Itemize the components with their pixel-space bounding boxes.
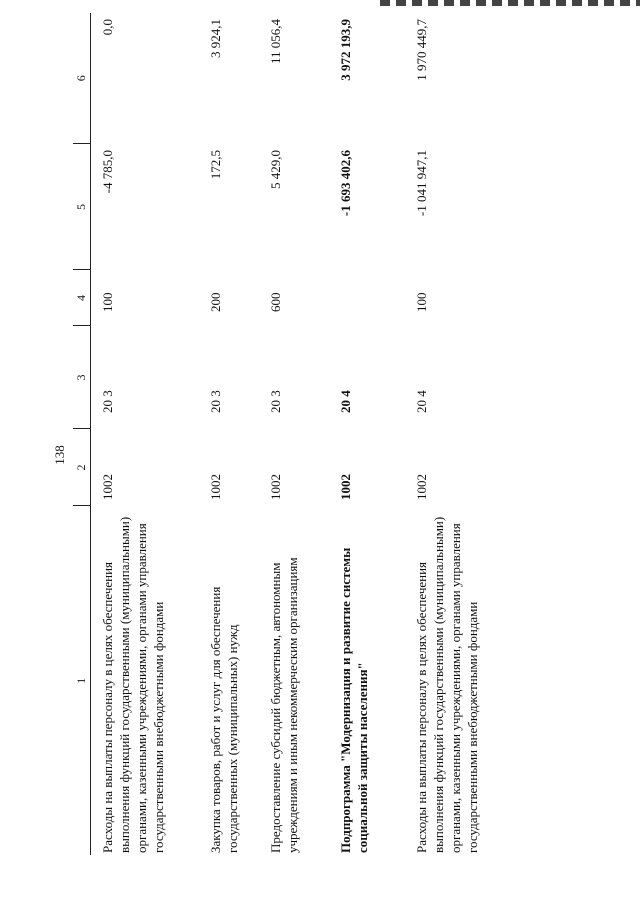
row-target: 20 4 [414, 390, 429, 413]
rotated-page-content [73, 13, 553, 855]
row-expense-type [337, 270, 413, 326]
row-section: 1002 [208, 474, 223, 500]
table-row [91, 13, 208, 855]
row-expense-type: 600 [268, 292, 283, 312]
row-amount: 3 972 193,9 [338, 19, 353, 81]
row-target: 20 4 [338, 390, 353, 413]
row-amount: 11 056,4 [268, 19, 283, 65]
header-col-4: 4 [73, 270, 91, 326]
row-target: 20 3 [100, 390, 115, 413]
row-target: 20 3 [208, 390, 223, 413]
header-col-2: 2 [73, 429, 91, 506]
header-col-3: 3 [73, 326, 91, 429]
header-col-5: 5 [73, 144, 91, 270]
row-amount: 3 924,1 [208, 19, 223, 58]
row-target: 20 3 [268, 390, 283, 413]
row-expense-type: 200 [208, 292, 223, 312]
row-change: -1 693 402,6 [338, 150, 353, 217]
table-row [207, 13, 267, 855]
header-col-6: 6 [73, 13, 91, 144]
budget-table [73, 13, 513, 855]
row-section: 1002 [100, 474, 115, 500]
table-row [267, 13, 337, 855]
row-name: Закупка товаров, работ и услуг для обеспечения государственных (муниципальных) нужд [208, 586, 240, 853]
page-number: 138 [52, 445, 67, 465]
row-change: -1 041 947,1 [414, 150, 429, 217]
table-row-subprogram [337, 13, 413, 855]
row-change: -4 785,0 [100, 150, 115, 194]
row-name: Расходы на выплаты персоналу в целях обеспечения выполнения функций государственными (муниципальными) органами, казенными учреждениями, органами управления государственными внебюджетными фондами [414, 516, 480, 853]
row-change: 5 429,0 [268, 150, 283, 189]
row-amount: 1 970 449,7 [414, 19, 429, 81]
row-section: 1002 [338, 474, 353, 500]
row-name: Подпрограмма "Модернизация и развитие системы социальной защиты населения" [338, 547, 370, 853]
row-amount: 0,0 [100, 19, 115, 36]
row-change: 172,5 [208, 150, 223, 180]
row-name: Предоставление субсидий бюджетным, автономным учреждениям и иным некоммерческим организациям [268, 557, 300, 853]
header-col-1: 1 [73, 506, 91, 855]
table-row [413, 13, 513, 855]
row-section: 1002 [414, 474, 429, 500]
scan-edge-marks [380, 0, 640, 6]
row-section: 1002 [268, 474, 283, 500]
table-header-row [73, 13, 91, 855]
row-expense-type: 100 [414, 292, 429, 312]
row-name: Расходы на выплаты персоналу в целях обеспечения выполнения функций государственными (муниципальными) органами, казенными учреждениями, органами управления государственными внебюджетными фондами [100, 516, 166, 853]
row-expense-type: 100 [100, 292, 115, 312]
